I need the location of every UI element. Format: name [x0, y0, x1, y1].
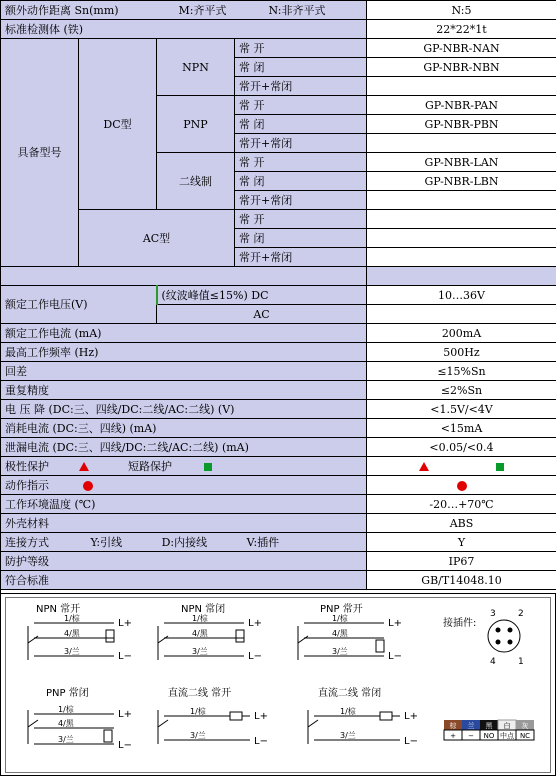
repeat-value: ≤2%Sn — [367, 381, 556, 400]
wiring-diagram-area — [0, 593, 556, 776]
svg-text:4: 4 — [490, 657, 496, 667]
svg-text:3/兰: 3/兰 — [340, 731, 356, 740]
two-no-model: GP-NBR-LAN — [367, 153, 556, 172]
svg-text:L+: L+ — [388, 618, 402, 629]
polarity-triangle-icon — [419, 462, 429, 471]
freq-value: 500Hz — [367, 343, 556, 362]
current-label: 额定工作电流 (mA) — [1, 324, 367, 343]
target-label: 标准检测体 (铁) — [1, 20, 367, 39]
wiring-diagrams-svg — [6, 598, 550, 772]
sn-m: M:齐平式 — [178, 3, 227, 17]
models-label: 具备型号 — [1, 39, 79, 267]
svg-text:黑: 黑 — [485, 722, 493, 730]
pnp-label: PNP — [157, 96, 235, 153]
connect-v: V:插件 — [246, 535, 280, 549]
triangle-icon — [79, 462, 89, 471]
short-label: 短路保护 — [128, 459, 172, 473]
svg-text:NC: NC — [519, 732, 531, 740]
standard-value: GB/T14048.10 — [367, 571, 556, 590]
two-no-label: 常 开 — [235, 153, 367, 172]
svg-text:4/黑: 4/黑 — [58, 719, 74, 728]
pnp-no-label: 常 开 — [235, 96, 367, 115]
svg-text:3/兰: 3/兰 — [190, 731, 206, 740]
two-nc-label: 常 闭 — [235, 172, 367, 191]
protect-label: 防护等级 — [1, 552, 367, 571]
two-nc-model: GP-NBR-LBN — [367, 172, 556, 191]
svg-text:2: 2 — [518, 609, 524, 619]
title-npn-nc: NPN 常闭 — [181, 604, 226, 615]
ac-no-label: 常 开 — [235, 210, 367, 229]
voltage-value: 10…36V — [367, 286, 556, 305]
vdrop-label: 电 压 降 (DC:三、四线/DC:二线/AC:二线) (V) — [1, 400, 367, 419]
hyst-label: 回差 — [1, 362, 367, 381]
sn-value: N:5 — [367, 1, 556, 20]
svg-text:L+: L+ — [254, 711, 268, 722]
svg-text:L+: L+ — [118, 709, 132, 720]
svg-text:中点: 中点 — [500, 732, 514, 740]
svg-text:L−: L− — [254, 736, 268, 747]
title-dc2-nc: 直流二线 常闭 — [318, 688, 382, 699]
svg-text:1/棕: 1/棕 — [340, 707, 356, 716]
svg-text:3: 3 — [490, 609, 496, 619]
svg-text:NO: NO — [483, 732, 495, 740]
title-pnp-no: PNP 常开 — [320, 604, 363, 615]
connect-d: D:内接线 — [161, 535, 208, 549]
pnp-no-model: GP-NBR-PAN — [367, 96, 556, 115]
pnp-nc-label: 常 闭 — [235, 115, 367, 134]
twowire-label: 二线制 — [157, 153, 235, 210]
svg-text:1/棕: 1/棕 — [58, 705, 74, 714]
npn-nonc-label: 常开+常闭 — [235, 77, 367, 96]
connect-y: Y:引线 — [90, 535, 123, 549]
svg-text:L−: L− — [118, 651, 132, 662]
svg-text:4/黑: 4/黑 — [64, 629, 80, 638]
ac-label: AC型 — [79, 210, 235, 267]
svg-text:灰: 灰 — [521, 722, 529, 730]
npn-label: NPN — [157, 39, 235, 96]
svg-text:L−: L− — [118, 740, 132, 751]
title-npn-no: NPN 常开 — [36, 604, 81, 615]
connector-icon — [488, 620, 520, 652]
svg-text:3/兰: 3/兰 — [332, 647, 348, 656]
npn-nc-label: 常 闭 — [235, 58, 367, 77]
action-label: 动作指示 — [5, 478, 49, 492]
voltage-label: 额定工作电压(V) — [1, 286, 157, 324]
svg-text:L−: L− — [404, 736, 418, 747]
dc-label: DC型 — [79, 39, 157, 210]
title-pnp-nc: PNP 常闭 — [46, 688, 89, 699]
pnp-nonc-label: 常开+常闭 — [235, 134, 367, 153]
svg-text:1: 1 — [518, 657, 524, 667]
title-dc2-no: 直流二线 常开 — [168, 688, 232, 699]
current-value: 200mA — [367, 324, 556, 343]
svg-text:3/兰: 3/兰 — [64, 647, 80, 656]
npn-nc-model: GP-NBR-NBN — [367, 58, 556, 77]
svg-text:棕: 棕 — [449, 722, 457, 730]
standard-label: 符合标准 — [1, 571, 367, 590]
svg-text:3/兰: 3/兰 — [58, 735, 74, 744]
svg-text:3/兰: 3/兰 — [192, 647, 208, 656]
hyst-value: ≤15%Sn — [367, 362, 556, 381]
svg-text:L+: L+ — [404, 711, 418, 722]
voltage-ac: AC — [157, 305, 367, 324]
row-sn — [1, 1, 556, 20]
svg-text:L+: L+ — [248, 618, 262, 629]
connector-label: 接插件: — [443, 618, 477, 629]
repeat-label: 重复精度 — [1, 381, 367, 400]
temp-label: 工作环境温度 (℃) — [1, 495, 367, 514]
svg-text:L−: L− — [388, 651, 402, 662]
svg-text:L−: L− — [248, 651, 262, 662]
svg-text:+: + — [450, 732, 456, 740]
connect-value: Y — [367, 533, 556, 552]
svg-text:1/棕: 1/棕 — [190, 707, 206, 716]
shell-label: 外壳材料 — [1, 514, 367, 533]
pnp-nc-model: GP-NBR-PBN — [367, 115, 556, 134]
leak-label: 泄漏电流 (DC:三、四线/DC:二线/AC:二线) (mA) — [1, 438, 367, 457]
row-spacer — [1, 267, 556, 286]
indicator-value-dot-icon — [457, 481, 467, 491]
svg-text:4/黑: 4/黑 — [332, 629, 348, 638]
voltage-ripple: (纹波峰值≤15%) DC — [157, 286, 367, 305]
two-nonc-label: 常开+常闭 — [235, 191, 367, 210]
connect-label: 连接方式 — [5, 535, 49, 549]
svg-text:1/棕: 1/棕 — [64, 614, 80, 623]
polarity-label: 极性保护 — [5, 459, 49, 473]
row-target — [1, 20, 556, 39]
consume-value: <15mA — [367, 419, 556, 438]
target-value: 22*22*1t — [367, 20, 556, 39]
temp-value: -20…+70℃ — [367, 495, 556, 514]
svg-text:L+: L+ — [118, 618, 132, 629]
npn-no-model: GP-NBR-NAN — [367, 39, 556, 58]
svg-text:1/棕: 1/棕 — [192, 614, 208, 623]
vdrop-value: <1.5V/<4V — [367, 400, 556, 419]
svg-text:1/棕: 1/棕 — [332, 614, 348, 623]
sn-label: 额外动作距离 Sn(mm) — [5, 3, 119, 17]
svg-text:−: − — [468, 732, 474, 740]
short-square-icon — [496, 463, 504, 471]
freq-label: 最高工作频率 (Hz) — [1, 343, 367, 362]
leak-value: <0.05/<0.4 — [367, 438, 556, 457]
svg-text:兰: 兰 — [467, 722, 475, 730]
sn-n: N:非齐平式 — [268, 3, 326, 17]
npn-no-label: 常 开 — [235, 39, 367, 58]
svg-text:白: 白 — [503, 722, 511, 730]
shell-value: ABS — [367, 514, 556, 533]
protect-value: IP67 — [367, 552, 556, 571]
svg-text:4/黑: 4/黑 — [192, 629, 208, 638]
indicator-dot-icon — [83, 481, 93, 491]
ac-nonc-label: 常开+常闭 — [235, 248, 367, 267]
square-icon — [204, 463, 212, 471]
ac-nc-label: 常 闭 — [235, 229, 367, 248]
consume-label: 消耗电流 (DC:三、四线) (mA) — [1, 419, 367, 438]
